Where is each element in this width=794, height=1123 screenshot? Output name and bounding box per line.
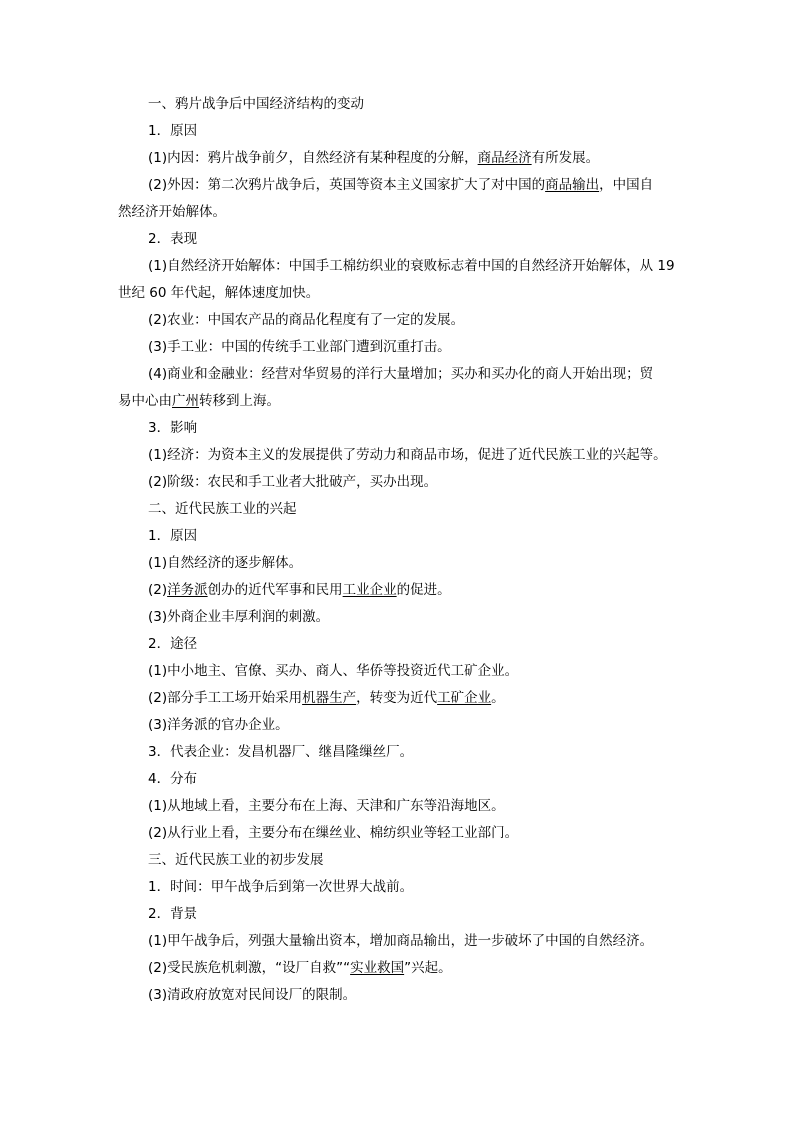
s1-manifest-p1-cont: 世纪 60 年代起，解体速度加快。 xyxy=(118,285,320,301)
text-run: (2)部分手工工场开始采用 xyxy=(148,690,303,706)
s1-manifest-p4: (4)商业和金融业：经营对华贸易的洋行大量增加；买办和买办化的商人开始出现；贸 xyxy=(148,366,654,382)
text-run: 的促进。 xyxy=(396,582,451,598)
s1-manifest-p3: (3)手工业：中国的传统手工业部门遭到沉重打击。 xyxy=(148,339,451,355)
s1-reason-heading: 1．原因 xyxy=(148,123,198,139)
underlined-term: 工业企业 xyxy=(342,582,397,598)
s2-path-p2 xyxy=(148,689,505,707)
underlined-term: 广州 xyxy=(172,393,199,409)
underlined-term: 商品经济 xyxy=(477,150,532,166)
underlined-term: 机器生产 xyxy=(302,690,357,706)
s2-path-p1: (1)中小地主、官僚、买办、商人、华侨等投资近代工矿企业。 xyxy=(148,663,519,679)
s3-bg-heading: 2．背景 xyxy=(148,906,198,922)
s2-path-heading: 2．途径 xyxy=(148,636,198,652)
text-run: 有所发展。 xyxy=(531,150,600,166)
s2-dist-p1: (1)从地域上看，主要分布在上海、天津和广东等沿海地区。 xyxy=(148,798,505,814)
s1-reason-external xyxy=(148,176,653,194)
text-run: (2) xyxy=(148,582,168,598)
section-3-title: 三、近代民族工业的初步发展 xyxy=(148,852,324,868)
s3-bg-p3: (3)清政府放宽对民间设厂的限制。 xyxy=(148,987,357,1003)
s1-manifest-p1: (1)自然经济开始解体：中国手工棉纺织业的衰败标志着中国的自然经济开始解体，从 19 xyxy=(148,258,675,274)
s2-dist-heading: 4．分布 xyxy=(148,771,198,787)
text-run: ，转变为近代 xyxy=(356,690,438,706)
section-2-title: 二、近代民族工业的兴起 xyxy=(148,501,297,517)
s2-reason-p3: (3)外商企业丰厚利润的刺激。 xyxy=(148,609,330,625)
section-1-title: 一、鸦片战争后中国经济结构的变动 xyxy=(148,96,364,112)
text-run: (2)外因：第二次鸦片战争后，英国等资本主义国家扩大了对中国的 xyxy=(148,177,546,193)
s2-representative-enterprises: 3．代表企业：发昌机器厂、继昌隆缫丝厂。 xyxy=(148,744,414,760)
underlined-term: 工矿企业 xyxy=(437,690,492,706)
text-run: 。 xyxy=(491,690,505,706)
underlined-term: 实业救国 xyxy=(350,960,405,976)
text-run: ”兴起。 xyxy=(404,960,452,976)
s1-reason-external-cont: 然经济开始解体。 xyxy=(118,204,226,220)
text-run: 转移到上海。 xyxy=(199,393,280,409)
text-run: (1)内因：鸦片战争前夕，自然经济有某种程度的分解， xyxy=(148,150,478,166)
s3-bg-p2 xyxy=(148,959,452,977)
s3-time: 1．时间：甲午战争后到第一次世界大战前。 xyxy=(148,879,414,895)
s1-manifest-p2: (2)农业：中国农产品的商品化程度有了一定的发展。 xyxy=(148,312,465,328)
s1-reason-internal xyxy=(148,149,599,167)
underlined-term: 商品输出 xyxy=(545,177,600,193)
s2-path-p3: (3)洋务派的官办企业。 xyxy=(148,717,289,733)
s1-impact-p2: (2)阶级：农民和手工业者大批破产，买办出现。 xyxy=(148,474,438,490)
s2-reason-heading: 1．原因 xyxy=(148,528,198,544)
s1-manifest-heading: 2．表现 xyxy=(148,231,198,247)
s2-reason-p2 xyxy=(148,581,451,599)
text-run: 易中心由 xyxy=(118,393,172,409)
s2-dist-p2: (2)从行业上看，主要分布在缫丝业、棉纺织业等轻工业部门。 xyxy=(148,825,519,841)
s3-bg-p1: (1)甲午战争后，列强大量输出资本，增加商品输出，进一步破坏了中国的自然经济。 xyxy=(148,933,654,949)
s1-impact-p1: (1)经济：为资本主义的发展提供了劳动力和商品市场，促进了近代民族工业的兴起等。 xyxy=(148,447,667,463)
text-run: 创办的近代军事和民用 xyxy=(207,582,343,598)
s1-impact-heading: 3．影响 xyxy=(148,420,198,436)
text-run: (2)受民族危机刺激，“设厂自救”“ xyxy=(148,960,351,976)
text-run: ，中国自 xyxy=(599,177,654,193)
s2-reason-p1: (1)自然经济的逐步解体。 xyxy=(148,555,303,571)
s1-manifest-p4-cont xyxy=(118,392,280,410)
underlined-term: 洋务派 xyxy=(167,582,208,598)
